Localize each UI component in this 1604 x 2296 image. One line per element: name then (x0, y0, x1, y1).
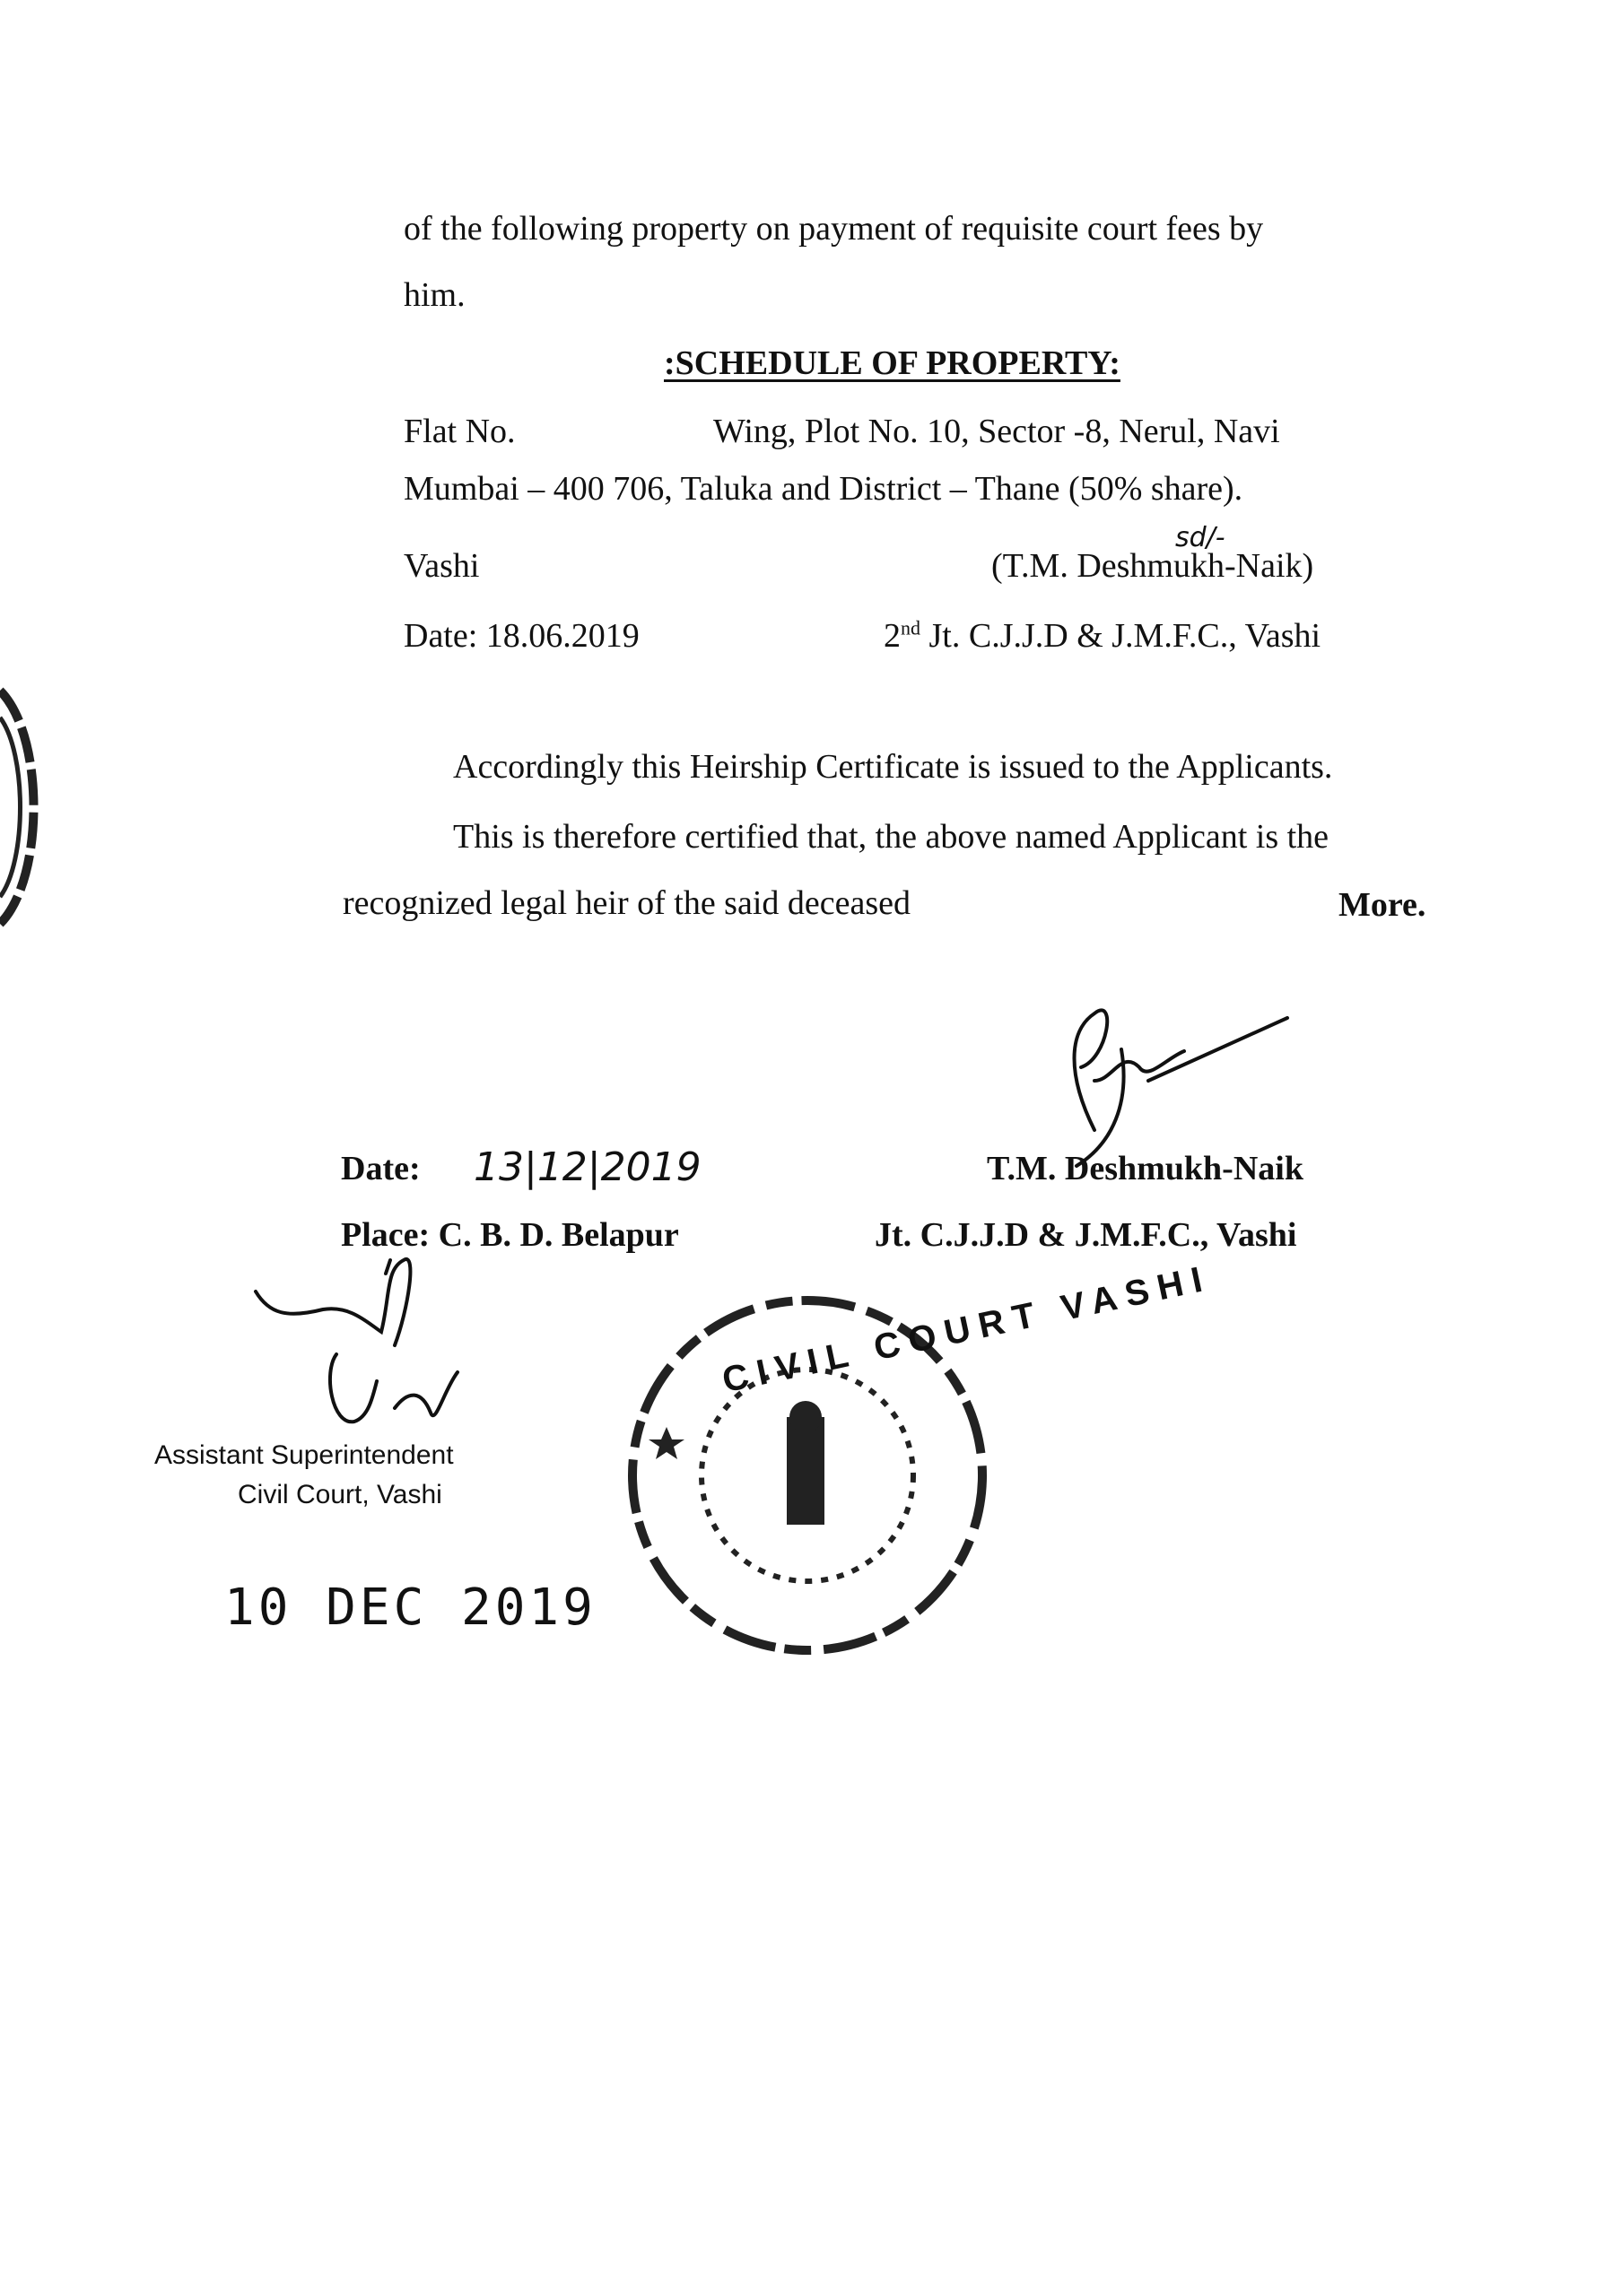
seal-text: CIVIL COURT VASHI (719, 1257, 1215, 1401)
stamp-title-line-1: Assistant Superintendent (154, 1440, 454, 1470)
certificate-line-1: Accordingly this Heirship Certificate is issued to the Applicants. (453, 748, 1333, 786)
footer-place: Place: C. B. D. Belapur (341, 1216, 679, 1254)
certificate-line-3: recognized legal heir of the said deceased (343, 884, 911, 922)
assistant-signature (251, 1256, 520, 1453)
order-place: Vashi (404, 547, 480, 585)
body-line-2: him. (404, 276, 466, 314)
partial-seal-edge (0, 682, 54, 933)
designation-sup: nd (901, 616, 920, 639)
footer-judge-name: T.M. Deshmukh-Naik (987, 1150, 1303, 1187)
order-judge-name: (T.M. Deshmukh-Naik) (991, 547, 1314, 585)
designation-rest: Jt. C.J.J.D & J.M.F.C., Vashi (920, 617, 1321, 655)
flat-label: Flat No. (404, 413, 516, 450)
flat-address-line2: Mumbai – 400 706, Taluka and District – Thane (50% share). (404, 470, 1243, 508)
signed-note: sd/- (1175, 522, 1225, 553)
judge-signature (1032, 996, 1301, 1175)
flat-address-line1: Wing, Plot No. 10, Sector -8, Nerul, Navi (713, 413, 1280, 450)
footer-date-label: Date: (341, 1150, 421, 1187)
body-line-1: of the following property on payment of requisite court fees by (404, 210, 1264, 248)
footer-date-handwritten: 13|12|2019 (474, 1144, 702, 1190)
schedule-heading: :SCHEDULE OF PROPERTY: (664, 344, 1120, 382)
stamp-title-line-2: Civil Court, Vashi (238, 1480, 442, 1509)
order-designation (884, 616, 1321, 655)
stamp-date: 10 DEC 2019 (224, 1578, 597, 1637)
designation-prefix: 2 (884, 617, 901, 655)
certificate-more: More. (1338, 886, 1426, 924)
order-date: Date: 18.06.2019 (404, 617, 640, 655)
certificate-line-2: This is therefore certified that, the above named Applicant is the (453, 818, 1329, 856)
footer-judge-designation: Jt. C.J.J.D & J.M.F.C., Vashi (875, 1216, 1297, 1254)
